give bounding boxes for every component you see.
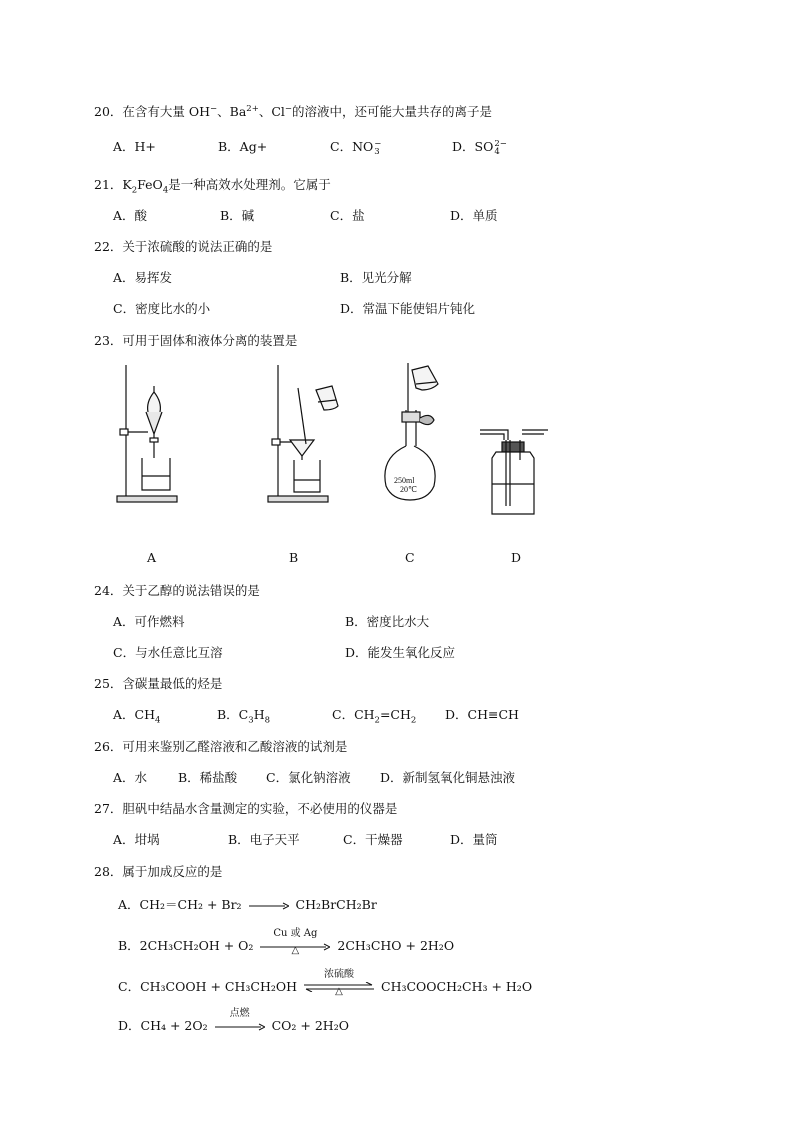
reversible-arrow: 浓硫酸 △: [304, 980, 374, 996]
q24-stem: 24．关于乙醇的说法错误的是: [94, 583, 260, 598]
flask-volume-label: 250ml: [394, 476, 415, 485]
q22-stem: 22．关于浓硫酸的说法正确的是: [94, 239, 273, 254]
q28-option-a[interactable]: A．CH₂＝CH₂ + Br₂ CH₂BrCH₂Br: [118, 897, 377, 912]
q24-option-a[interactable]: A．可作燃料: [113, 614, 185, 629]
q24-option-b[interactable]: B．密度比水大: [345, 614, 430, 629]
q27-option-c[interactable]: C．干燥器: [343, 832, 403, 847]
apparatus-a-separatory-funnel: [112, 360, 192, 510]
q24-option-c[interactable]: C．与水任意比互溶: [113, 645, 223, 660]
q26-option-c[interactable]: C．氯化钠溶液: [266, 770, 351, 785]
apparatus-c-volumetric-flask: [370, 360, 460, 510]
q24-option-d[interactable]: D．能发生氧化反应: [345, 645, 456, 660]
reaction-arrow-ignite: 点燃: [215, 1019, 265, 1035]
figure-label-b: B: [289, 550, 299, 565]
q21-option-b[interactable]: B．碱: [220, 208, 255, 223]
q25-option-b[interactable]: B．$C_3H_8$: [217, 707, 271, 726]
reaction-arrow-catalyst: Cu 或 Ag △: [260, 939, 330, 955]
figure-label-a: A: [147, 550, 157, 565]
q25-stem: 25．含碳量最低的烃是: [94, 676, 223, 691]
q20-option-d[interactable]: D．SO 2− 4: [452, 138, 507, 157]
apparatus-b-filtration: [258, 360, 348, 510]
figure-label-c: C: [405, 550, 415, 565]
q26-option-b[interactable]: B．稀盐酸: [178, 770, 238, 785]
q20-stem: 20．在含有大量 OH−、$Ba^{2+}$、Cl−的溶液中，还可能大量共存的离子是: [94, 103, 493, 119]
q28-option-b[interactable]: B．2CH₃CH₂OH + O₂ Cu 或 Ag △ 2CH₃CHO + 2H₂O: [118, 927, 455, 956]
q28-option-d[interactable]: D．CH₄ + 2O₂ 点燃 CO₂ + 2H₂O: [118, 1007, 349, 1033]
figure-label-d: D: [511, 550, 522, 565]
q27-option-a[interactable]: A．坩埚: [113, 832, 160, 847]
q22-option-c[interactable]: C．密度比水的小: [113, 301, 211, 316]
q21-option-a[interactable]: A．酸: [113, 208, 148, 223]
q28-option-c[interactable]: C．CH₃COOH + CH₃CH₂OH 浓硫酸 △ CH₃COOCH₂CH₃ + H₂O: [118, 968, 533, 997]
q22-option-d[interactable]: D．常温下能使铝片钝化: [340, 301, 476, 316]
q27-stem: 27．胆矾中结晶水含量测定的实验，不必使用的仪器是: [94, 801, 398, 816]
flask-temp-label: 20℃: [400, 485, 417, 494]
q26-option-d[interactable]: D．新制氢氧化铜悬浊液: [380, 770, 516, 785]
q28-stem: 28．属于加成反应的是: [94, 864, 223, 879]
q25-option-a[interactable]: A．$CH_4$: [113, 707, 161, 726]
q27-option-b[interactable]: B．电子天平: [228, 832, 300, 847]
q25-option-c[interactable]: C．$CH_2=CH_2$: [332, 707, 417, 726]
q26-option-a[interactable]: A．水: [113, 770, 148, 785]
q20-option-c[interactable]: C．NO − 3: [330, 138, 382, 157]
q21-stem: 21．$K_2FeO_4$是一种高效水处理剂。它属于: [94, 177, 331, 196]
q27-option-d[interactable]: D．量筒: [450, 832, 498, 847]
q23-stem: 23．可用于固体和液体分离的装置是: [94, 333, 298, 348]
reaction-arrow: [249, 898, 289, 914]
apparatus-d-gas-washing-bottle: [476, 420, 556, 520]
q21-option-d[interactable]: D．单质: [450, 208, 498, 223]
q20-option-a[interactable]: A．H+: [113, 139, 156, 154]
q21-option-c[interactable]: C．盐: [330, 208, 365, 223]
q26-stem: 26．可用来鉴别乙醛溶液和乙酸溶液的试剂是: [94, 739, 348, 754]
q25-option-d[interactable]: D．CH≡CH: [445, 707, 519, 722]
q20-option-b[interactable]: B．Ag+: [218, 139, 268, 154]
q22-option-a[interactable]: A．易挥发: [113, 270, 173, 285]
q22-option-b[interactable]: B．见光分解: [340, 270, 412, 285]
